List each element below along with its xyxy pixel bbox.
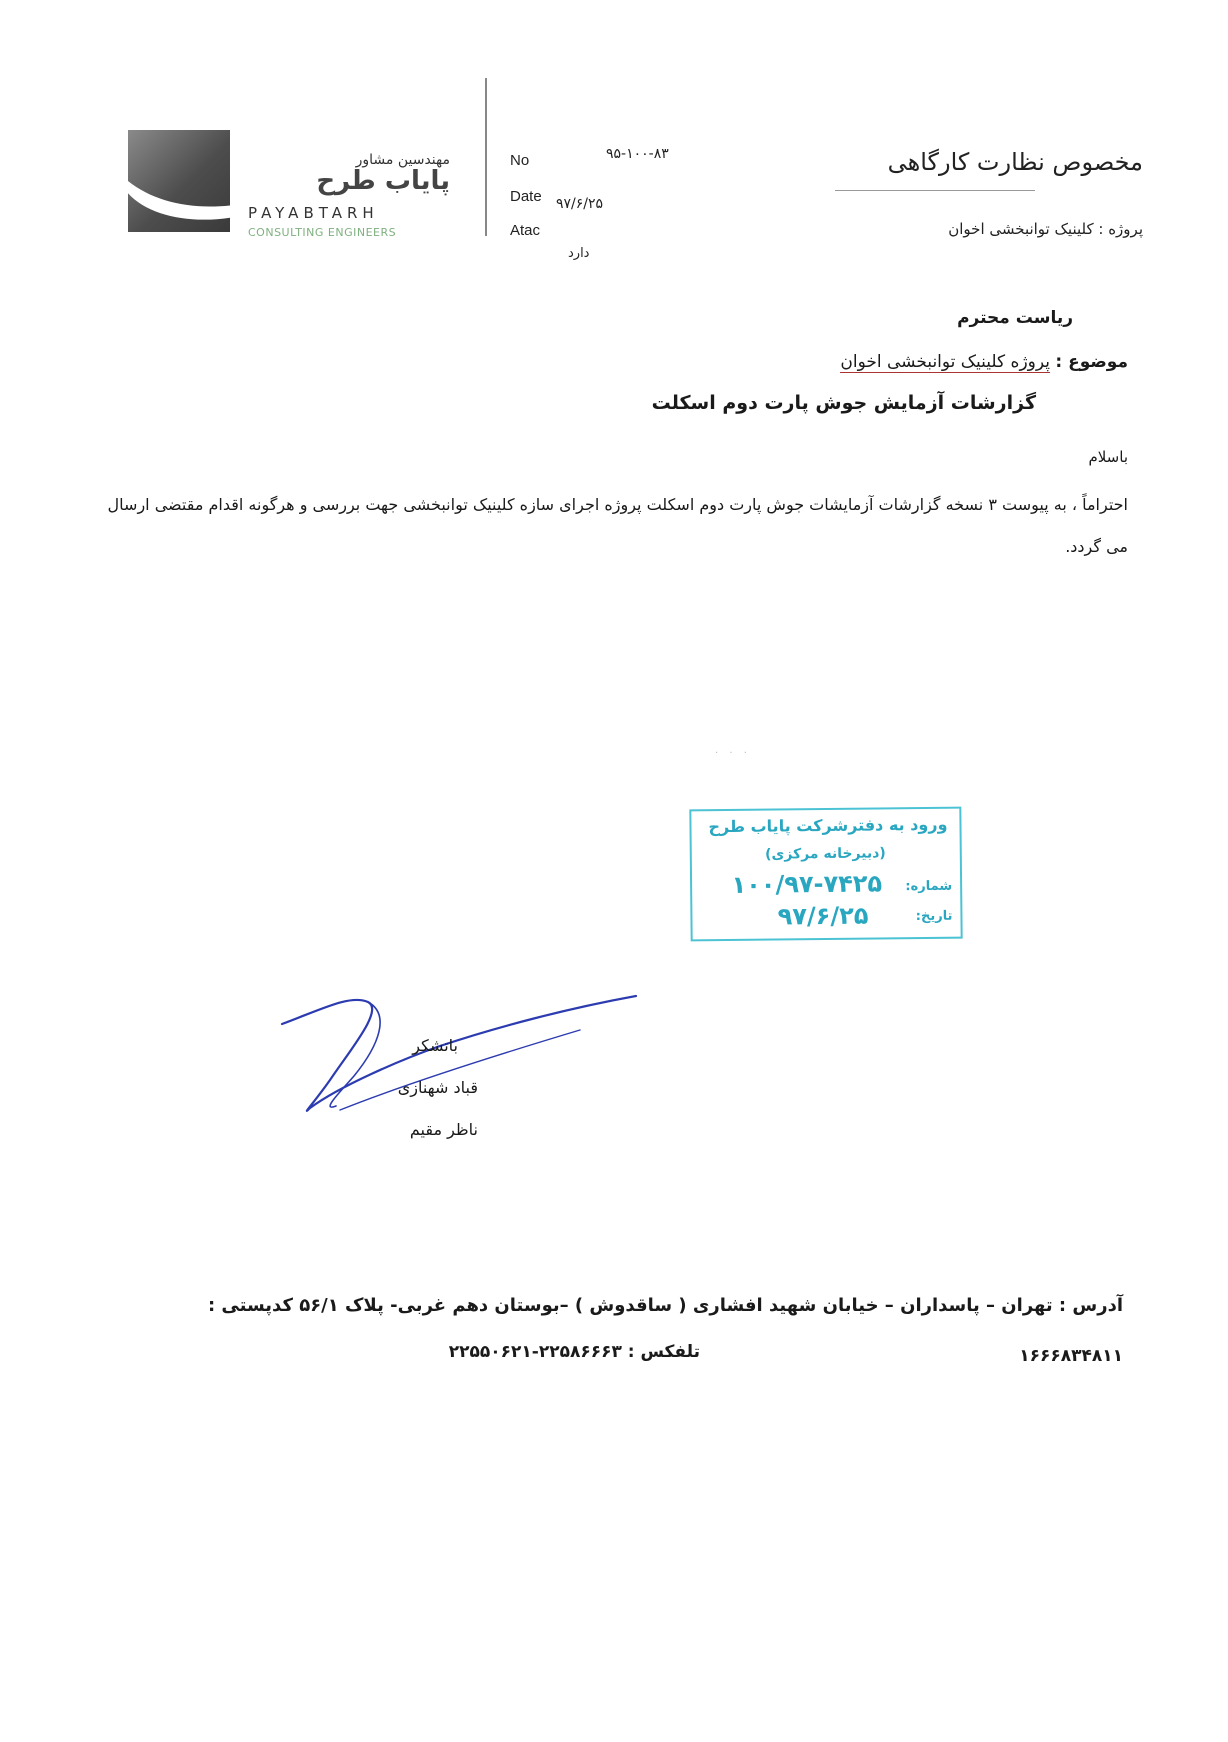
org-underline [835,190,1035,191]
stamp-date-label: تاریخ: [915,908,953,925]
subject-value: پروژه کلینیک توانبخشی اخوان [840,352,1050,372]
receipt-stamp [689,807,962,942]
footer-address: آدرس : تهران – پاسداران – خیابان شهید افشاری ( ساقدوش ) –بوستان دهم غربی- پلاک ۵۶/۱ کدپستی : [207,1295,1123,1316]
logo-persian-subtitle: مهندسین مشاور [355,152,450,168]
company-logo-mark [128,130,230,232]
stamp-number-label: شماره: [905,878,953,895]
logo-persian-name: پایاب طرح [316,166,450,196]
date-label: Date [510,188,542,205]
no-value: ۹۵-۱۰۰-۸۳ [606,146,669,162]
logo-english-name: PAYABTARH [248,204,379,222]
org-header: مخصوص نظارت کارگاهی [887,148,1143,176]
stamp-date-value: ۹۷/۶/۲۵ [777,901,869,931]
logo-divider [485,78,487,236]
salutation: ریاست محترم [957,308,1073,328]
signature-name: قباد شهنازی [397,1078,478,1097]
report-title: گزارشات آزمایش جوش پارت دوم اسکلت [651,392,1036,414]
stamp-subtitle: (دبیرخانه مرکزی) [765,845,886,863]
scan-artifact: · · · [715,748,751,759]
subject-label: موضوع : [1055,352,1128,372]
subject-line [840,352,1128,372]
project-line: پروژه : کلینیک توانبخشی اخوان [948,220,1143,238]
handwritten-signature [280,990,640,1120]
logo-swoosh-icon [128,130,230,232]
date-value: ۹۷/۶/۲۵ [556,196,604,212]
greeting: باسلام [1088,448,1128,466]
no-label: No [510,152,530,169]
signature-thanks: باتشکر [412,1036,458,1055]
footer-fax: تلفکس : ۲۲۵۸۶۶۶۳-۲۲۵۵۰۶۲۱ [448,1342,700,1362]
footer-postal-code: ۱۶۶۶۸۳۴۸۱۱ [1019,1346,1123,1366]
signature-role: ناظر مقیم [409,1120,478,1139]
stamp-title: ورود به دفترشرکت پایاب طرح [708,814,948,837]
logo-english-subtitle: CONSULTING ENGINEERS [248,226,397,239]
atac-value: دارد [568,246,590,261]
atac-label: Atac [510,222,541,239]
stamp-number-value: ۱۰۰/۹۷-۷۴۲۵ [731,869,883,899]
body-paragraph: احتراماً ، به پیوست ۳ نسخه گزارشات آزمایشات جوش پارت دوم اسکلت پروژه اجرای سازه کلینیک توانبخشی جهت بررسی و هرگونه اقدام مقتضی ارسال می گردد. [107,495,1128,556]
